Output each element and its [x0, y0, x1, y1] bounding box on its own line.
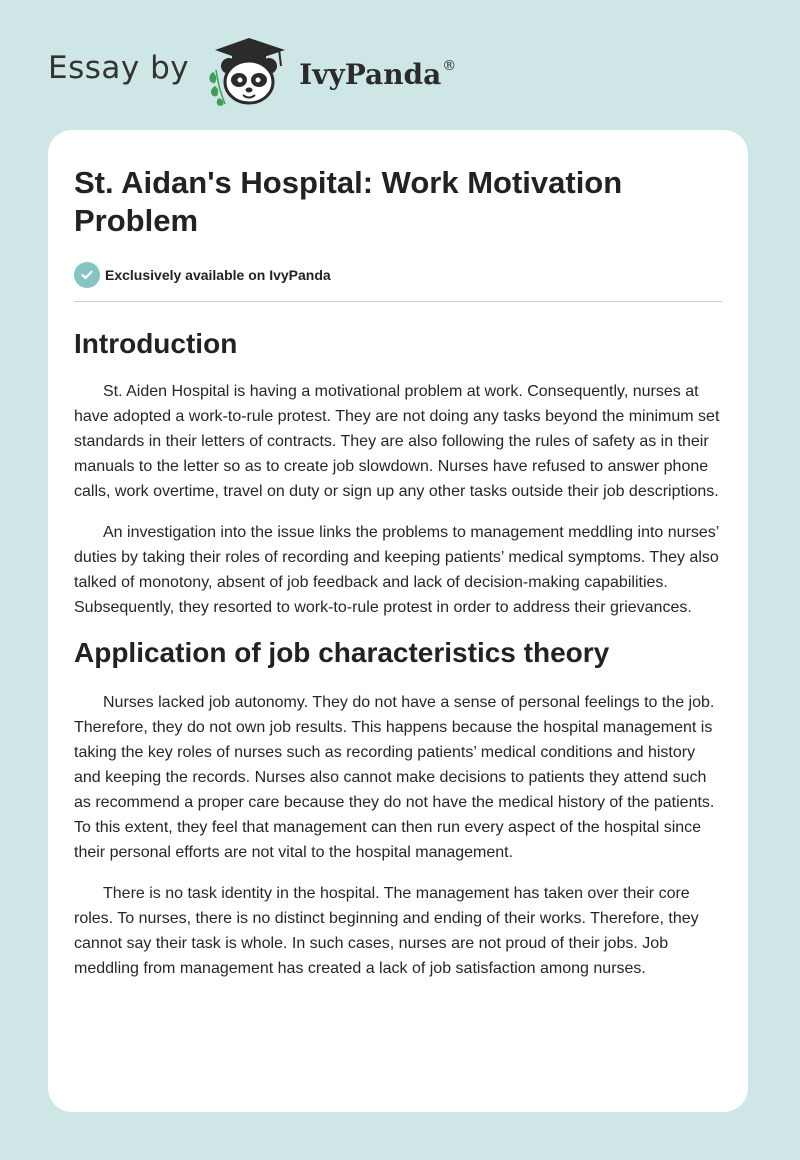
- paragraph: An investigation into the issue links the problems to management meddling into nurses’ duties by taking their roles of recording and keeping patients’ medical symptoms. They also talked of monotony, absent of job feedback and lack of decision-making capabilities. Subsequently, they resorted to work-to-rule protest in order to address their grievances.: [74, 524, 719, 616]
- paragraph: There is no task identity in the hospital. The management has taken over their core roles. To nurses, there is no distinct beginning and ending of their works. Therefore, they cannot say their task is whole. In such cases, nurses are not proud of their jobs. Job meddling from management has created a lack of job satisfaction among nurses.: [74, 885, 699, 977]
- exclusive-badge-label: Exclusively available on IvyPanda: [105, 267, 331, 283]
- section-heading: Application of job characteristics theory: [74, 637, 610, 668]
- brand-logo[interactable]: [48, 36, 456, 108]
- panda-graduate-icon: [205, 36, 293, 108]
- page-title: St. Aidan's Hospital: Work Motivation Problem: [74, 165, 623, 238]
- exclusive-badge: [74, 262, 722, 288]
- essay-card: [48, 130, 748, 1112]
- section-heading: Introduction: [74, 328, 238, 359]
- paragraph: St. Aiden Hospital is having a motivational problem at work. Consequently, nurses at have adopted a work-to-rule protest. They are not doing any tasks beyond the minimum set standards in their letters of contracts. They are also following the rules of safety as in their manuals to the letter so as to create job slowdown. Nurses have refused to answer phone calls, work overtime, travel on duty or sign up any other tasks outside their job descriptions.: [74, 383, 720, 500]
- check-circle-icon: [74, 262, 100, 288]
- section-job-characteristics: [74, 636, 722, 981]
- paragraph: Nurses lacked job autonomy. They do not have a sense of personal feelings to the job. Therefore, they do not own job results. This happens because the hospital management is taking the key roles of nurses such as recording patients’ medical conditions and history and keeping the records. Nurses also cannot make decisions to patients they attend such as recommend a proper care because they do not have the medical history of the patients. To this extent, they feel that management can then run every aspect of the hospital since their personal efforts are not vital to the hospital management.: [74, 694, 715, 861]
- brand-name: IvyPanda®: [299, 57, 457, 91]
- brand-prefix: Essay by: [48, 50, 190, 86]
- divider: [74, 301, 722, 302]
- registered-mark: ®: [442, 57, 457, 74]
- section-introduction: [74, 327, 722, 620]
